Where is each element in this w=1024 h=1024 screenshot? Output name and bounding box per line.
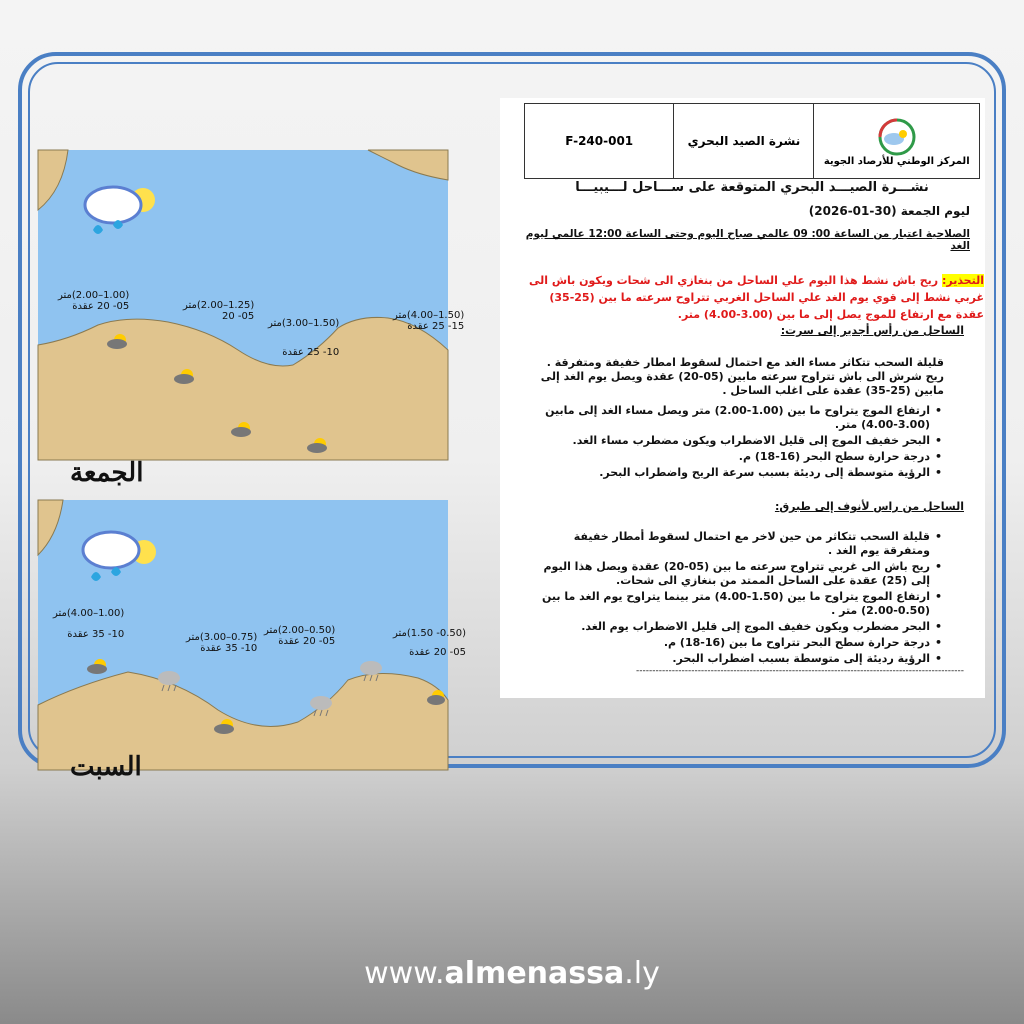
bulletin-code: F-240-001	[525, 104, 674, 179]
map-label: (0.50- 1.50)متر 05- 20 عقدة	[393, 628, 467, 658]
map-label: (1.00–4.00)متر 10- 35 عقدة	[53, 608, 125, 640]
section2-list	[524, 530, 944, 668]
list-item: • ارتفاع الموج يتراوح ما بين (1.50-4.00) متر بينما يتراوح يوم الغد ما بين (0.50-2.00) متر .	[524, 590, 930, 618]
org-cell: المركز الوطني للأرصاد الجوية	[814, 104, 980, 179]
dash-divider: -----------------------------------------------------------------------------------------------------	[635, 666, 964, 676]
list-item: • ريح باش الى غربي تتراوح سرعته ما بين (05-20) عقدة ويصل هذا اليوم إلى (25) عقدة على الساحل الممتد من بنغازي الى شحات.	[524, 560, 930, 588]
map-label: (1.25–2.00)متر 05- 20	[183, 300, 255, 322]
list-item: • الرؤية متوسطة إلى رديئة بسبب سرعة الريح واضطراب البحر.	[524, 466, 930, 480]
list-item: • ارتفاع الموج يتراوح ما بين (1.00-2.00) متر ويصل مساء الغد إلى مابين (3.00-4.00) متر.	[524, 404, 930, 432]
section2-heading: الساحل من راس لأنوف إلى طبرق:	[774, 500, 964, 513]
day-label-friday: الجمعة	[70, 458, 144, 488]
section1-heading: الساحل من رأس أجدير إلى سرت:	[780, 324, 964, 337]
website-url[interactable]: www.almenassa.ly	[364, 956, 660, 991]
bulletin-title: نشـــرة الصيـــد البحري المتوقعة على ســـاحل لـــيبيـــا	[575, 180, 929, 195]
list-item: • الرؤية رديئة إلى متوسطة بسبب اضطراب البحر.	[524, 652, 930, 666]
map-label: (1.50–3.00)متر 10- 25 عقدة	[268, 318, 340, 358]
map-label: (1.50–4.00)متر 15- 25 عقدة	[393, 310, 465, 332]
list-item: • درجة حرارة سطح البحر (16-18) م.	[524, 450, 930, 464]
list-item: • درجة حرارة سطح البحر تتراوح ما بين (16-18) م.	[524, 636, 930, 650]
map-saturday	[38, 500, 467, 782]
header-table	[524, 103, 980, 179]
warning-label: التحذير:	[941, 274, 984, 287]
validity-line: الصلاحية اعتبار من الساعة 00: 09 عالمي صباح اليوم وحتى الساعة 12:00 عالمي ليوم الغد	[525, 228, 970, 252]
warning-text: ريح باش نشط هذا اليوم علي الساحل من بنغازي الى شحات ويكون باش الى غربي نشط إلى قوي يوم الغد علي الساحل الغربي تتراوح سرعته ما بين (25-35) عقدة مع ارتفاع للموج يصل إلى ما بين (3.00-4.00) متر.	[529, 274, 984, 321]
org-logo-icon	[872, 118, 922, 156]
map-label: (0.75–3.00)متر 10- 35 عقدة	[186, 632, 258, 654]
list-item: • البحر مضطرب ويكون خفيف الموج إلى قليل الاضطراب يوم الغد.	[524, 620, 930, 634]
map-label: (0.50–2.00)متر 05- 20 عقدة	[264, 625, 336, 647]
map-label: (1.00–2.00)متر 05- 20 عقدة	[58, 290, 130, 312]
section1-intro: قليلة السحب تتكاثر مساء الغد مع احتمال لسقوط امطار خفيفة ومتفرقة . ريح شرش الى باش تتراوح سرعته مابين (05-20) عقدة ويصل يوم الغد إلى مابين (25-35) عقدة على اغلب الساحل .	[540, 356, 944, 397]
day-label-saturday: السبت	[70, 752, 142, 782]
list-item: • قليلة السحب تتكاثر من حين لاخر مع احتمال لسقوط أمطار خفيفة ومتفرقة يوم الغد .	[524, 530, 930, 558]
warning-block	[524, 272, 984, 323]
bulletin-name-cell: نشرة الصيد البحري	[674, 104, 814, 179]
date-line: ليوم الجمعة (30-01-2026)	[808, 204, 970, 218]
map-friday	[38, 150, 465, 460]
list-item: • البحر خفيف الموج إلى قليل الاضطراب ويكون مضطرب مساء الغد.	[524, 434, 930, 448]
section1-list	[524, 404, 944, 482]
